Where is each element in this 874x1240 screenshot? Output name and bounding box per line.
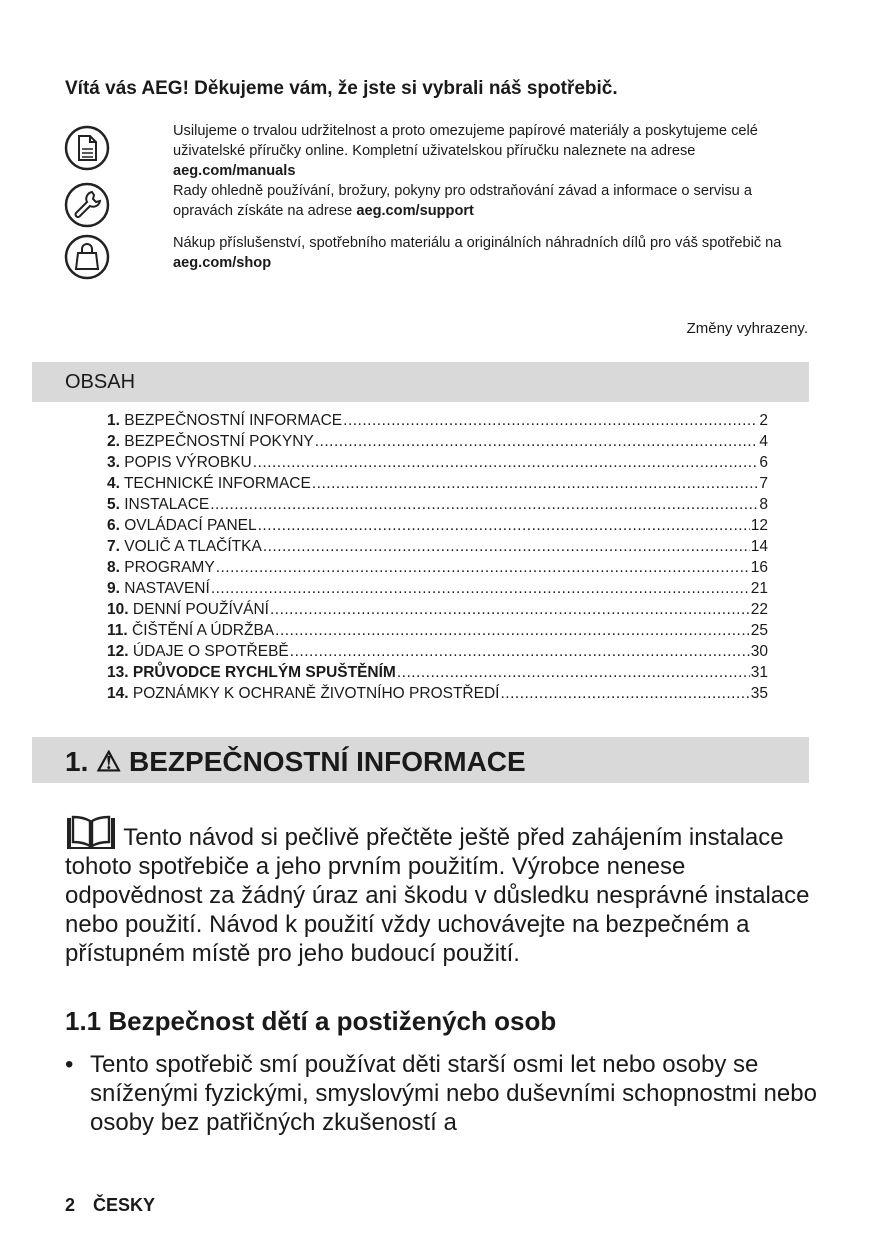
toc-item-label: 3. POPIS VÝROBKU — [107, 454, 252, 471]
table-of-contents — [107, 410, 768, 704]
shop-info: Nákup příslušenství, spotřebního materiálu a originálních náhradních dílů pro váš spotřebič na aeg.com/shop — [173, 235, 782, 271]
page-number: 2 — [65, 1195, 76, 1215]
toc-header-bar — [32, 362, 809, 402]
toc-item-page: 8 — [759, 496, 768, 513]
toc-item-label: 1. BEZPEČNOSTNÍ INFORMACE — [107, 412, 343, 429]
toc-item-label: 2. BEZPEČNOSTNÍ POKYNY — [107, 433, 314, 450]
toc-item-page: 22 — [750, 601, 768, 618]
document-icon — [64, 125, 110, 171]
toc-leader-dots — [500, 683, 749, 704]
toc-item-page: 6 — [759, 454, 768, 471]
toc-leader-dots — [270, 599, 750, 620]
intro-paragraph: Tento návod si pečlivě přečtěte ještě před zahájením instalace tohoto spotřebiče a jeho prvním použitím. Výrobce nenese odpovědnost za žádný úraz ani škodu v důsledku nesprávné instalace nebo použití. Návod k použití vždy uchovávejte na bezpečném a přístupném místě pro jeho budoucí použití. — [65, 815, 825, 968]
toc-leader-dots — [397, 662, 750, 683]
toc-item[interactable] — [107, 431, 768, 452]
toc-leader-dots — [258, 515, 750, 536]
toc-item-page: 25 — [750, 622, 768, 639]
toc-item[interactable] — [107, 515, 768, 536]
toc-leader-dots — [315, 431, 759, 452]
toc-item-page: 16 — [750, 559, 768, 576]
toc-title: OBSAH — [65, 371, 136, 393]
changes-reserved-note: Změny vyhrazeny. — [686, 320, 808, 337]
toc-item[interactable] — [107, 599, 768, 620]
toc-item-label: 6. OVLÁDACÍ PANEL — [107, 517, 257, 534]
toc-item-label: 10. DENNÍ POUŽÍVÁNÍ — [107, 601, 269, 618]
page-footer — [65, 1195, 173, 1216]
toc-item[interactable] — [107, 620, 768, 641]
toc-item-page: 4 — [759, 433, 768, 450]
toc-item[interactable] — [107, 641, 768, 662]
toc-leader-dots — [312, 473, 759, 494]
toc-leader-dots — [275, 620, 750, 641]
shopping-bag-icon — [64, 234, 110, 280]
toc-leader-dots — [210, 494, 758, 515]
toc-item[interactable] — [107, 410, 768, 431]
toc-item-page: 31 — [750, 664, 768, 681]
subsection-title: 1.1 Bezpečnost dětí a postižených osob — [65, 1006, 557, 1036]
support-info: Rady ohledně používání, brožury, pokyny pro odstraňování závad a informace o servisu a opravách získáte na adrese aeg.com/support — [173, 183, 752, 219]
shop-link[interactable]: aeg.com/shop — [173, 255, 272, 271]
toc-item-page: 21 — [750, 580, 768, 597]
toc-item-label: 8. PROGRAMY — [107, 559, 215, 576]
manuals-link[interactable]: aeg.com/manuals — [173, 163, 296, 179]
bullet-marker: • — [65, 1051, 74, 1078]
toc-item-label: 11. ČIŠTĚNÍ A ÚDRŽBA — [107, 622, 275, 639]
toc-item-label: 14. POZNÁMKY K OCHRANĚ ŽIVOTNÍHO PROSTŘEDÍ — [107, 685, 500, 702]
toc-item[interactable] — [107, 536, 768, 557]
section-header-bar — [32, 737, 809, 783]
toc-item[interactable] — [107, 557, 768, 578]
toc-leader-dots — [211, 578, 750, 599]
welcome-heading: Vítá vás AEG! Děkujeme vám, že jste si vybrali náš spotřebič. — [65, 78, 618, 99]
toc-item-label: 7. VOLIČ A TLAČÍTKA — [107, 538, 262, 555]
toc-item-label: 9. NASTAVENÍ — [107, 580, 210, 597]
toc-item-label: 12. ÚDAJE O SPOTŘEBĚ — [107, 643, 289, 660]
toc-item-label: 5. INSTALACE — [107, 496, 210, 513]
wrench-icon — [64, 182, 110, 228]
support-link[interactable]: aeg.com/support — [356, 203, 474, 219]
toc-item-page: 7 — [759, 475, 768, 492]
toc-item[interactable] — [107, 683, 768, 704]
toc-item-page: 30 — [750, 643, 768, 660]
language-label: ČESKY — [93, 1195, 156, 1215]
manuals-info: Usilujeme o trvalou udržitelnost a proto omezujeme papírové materiály a poskytujeme celé uživatelské příručky online. Kompletní uživatelskou příručku naleznete na adrese aeg.com/manuals — [173, 123, 758, 179]
toc-item-page: 12 — [750, 517, 768, 534]
bullet-item: • Tento spotřebič smí používat děti starší osmi let nebo osoby se sníženými fyzickými, smyslovými nebo duševními schopnostmi nebo osoby bez patřičných zkušeností a — [65, 1051, 817, 1136]
toc-leader-dots — [290, 641, 750, 662]
toc-leader-dots — [216, 557, 750, 578]
toc-item-label: 4. TECHNICKÉ INFORMACE — [107, 475, 311, 492]
toc-leader-dots — [253, 452, 759, 473]
section-title: 1. ⚠ BEZPEČNOSTNÍ INFORMACE — [65, 746, 526, 777]
toc-item[interactable] — [107, 473, 768, 494]
toc-leader-dots — [343, 410, 758, 431]
toc-item-page: 35 — [750, 685, 768, 702]
toc-item[interactable] — [107, 452, 768, 473]
book-icon — [65, 815, 117, 849]
toc-item-page: 2 — [759, 412, 768, 429]
toc-item[interactable] — [107, 578, 768, 599]
toc-leader-dots — [263, 536, 750, 557]
toc-item-page: 14 — [750, 538, 768, 555]
toc-item[interactable] — [107, 494, 768, 515]
toc-item-label: 13. PRŮVODCE RYCHLÝM SPUŠTĚNÍM — [107, 664, 396, 681]
toc-item[interactable] — [107, 662, 768, 683]
